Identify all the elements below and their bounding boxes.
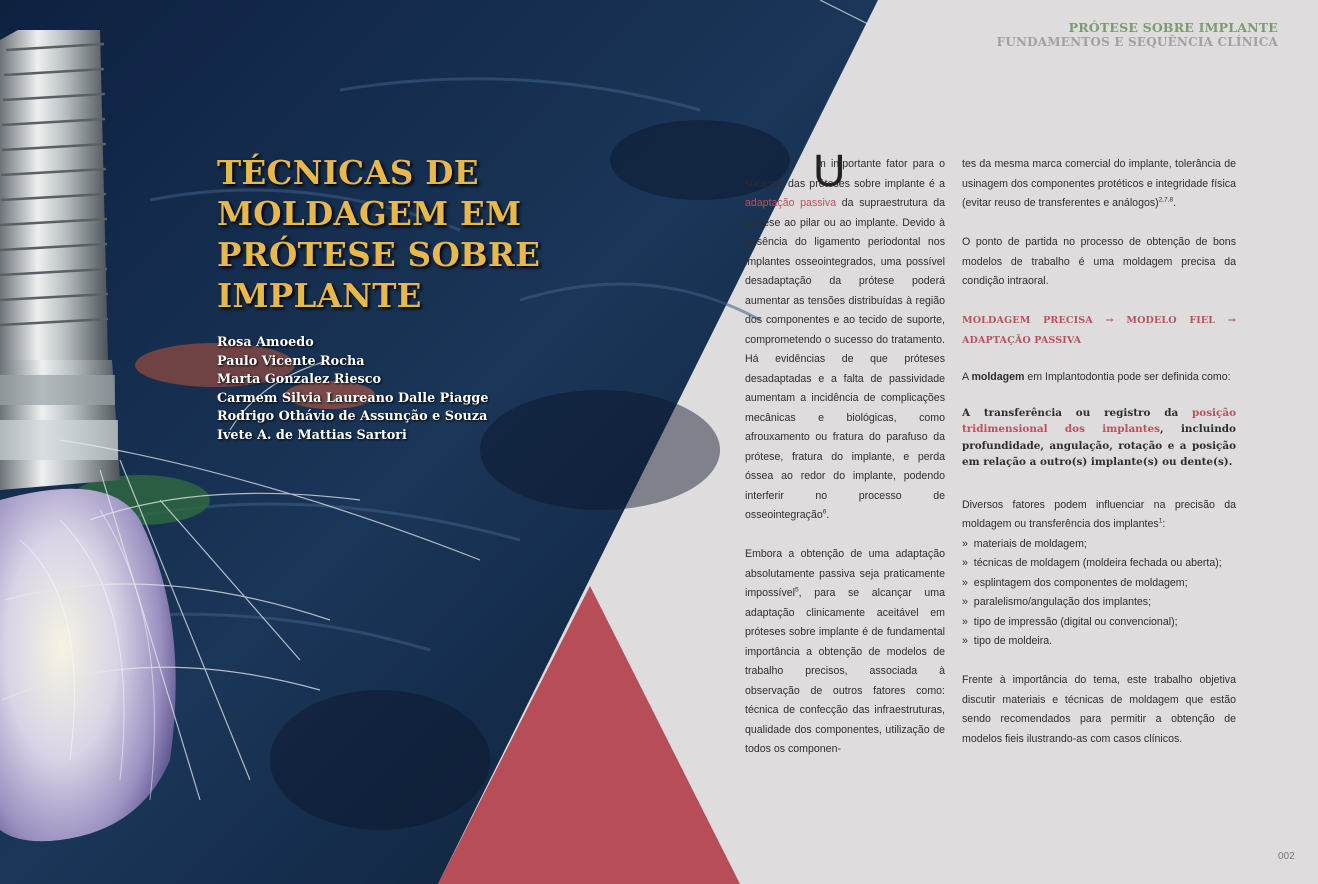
text-column-1 bbox=[745, 155, 945, 760]
text-run: paralelismo/angulação dos implantes; bbox=[973, 596, 1152, 608]
list-item bbox=[962, 632, 1236, 652]
text-run: da supraestrutura da prótese ao pilar ou ao implante. Devido à ausência do ligamento periodontal nos implantes osseointegrados, uma possível desadaptação da prótese poderá aumentar as tensões distribuídas à região dos componentes e ao tecido de suporte, comprometendo o sucesso do tratamento. Há evidências de que próteses desadaptadas e a falta de passividade aumentam a incidência de complicações mecânicas e biológicas, como afrouxamento ou fratura do parafuso da prótese, fratura do implante, e perda óssea ao redor do implante, podendo interferir no processo de osseointegração bbox=[745, 197, 945, 521]
text-run: A bbox=[962, 371, 972, 383]
text-run: . bbox=[1173, 197, 1177, 209]
author-name: Ivete A. de Mattias Sartori bbox=[217, 427, 407, 443]
bullet-icon: » bbox=[962, 537, 968, 550]
article-title bbox=[217, 152, 540, 316]
list-item bbox=[962, 593, 1236, 613]
author-name: Paulo Vicente Rocha bbox=[217, 353, 365, 369]
text-run: A transferência ou registro da bbox=[962, 406, 1193, 419]
bullet-icon: » bbox=[962, 576, 968, 589]
list-item bbox=[962, 535, 1236, 555]
list-item bbox=[962, 613, 1236, 633]
paragraph bbox=[745, 545, 945, 760]
highlight-term: adaptação passiva bbox=[745, 197, 837, 209]
text-run: tipo de moldeira. bbox=[973, 635, 1053, 647]
author-list bbox=[217, 334, 489, 445]
definition bbox=[962, 405, 1236, 471]
citation: 2,7,8 bbox=[1158, 196, 1174, 204]
title-line: MOLDAGEM EM bbox=[217, 194, 522, 233]
author-name: Carmem Silvia Laureano Dalle Piagge bbox=[217, 390, 489, 406]
text-run: tipo de impressão (digital ou convencional); bbox=[973, 615, 1178, 628]
paragraph bbox=[962, 368, 1236, 388]
paragraph bbox=[962, 496, 1236, 535]
citation: 5 bbox=[795, 586, 799, 594]
text-run: : bbox=[1162, 518, 1166, 530]
title-line: PRÓTESE SOBRE bbox=[217, 235, 541, 274]
citation: 1 bbox=[1158, 517, 1163, 525]
drop-cap: U bbox=[813, 145, 846, 196]
paragraph: Frente à importância do tema, este trabalho objetiva discutir materiais e técnicas de moldagem que estão sendo recomendados para permitir a obtenção de modelos fieis ilustrando-as com casos clínicos. bbox=[962, 674, 1236, 745]
running-header-title: PRÓTESE SOBRE IMPLANTE bbox=[1068, 20, 1278, 35]
list-item bbox=[962, 554, 1236, 574]
flow-statement: MOLDAGEM PRECISA → MODELO FIEL → ADAPTAÇÃO PASSIVA bbox=[962, 315, 1236, 346]
text-run: em Implantodontia pode ser definida como: bbox=[1024, 371, 1231, 383]
bullet-icon: » bbox=[962, 615, 968, 628]
text-run: . bbox=[826, 509, 830, 521]
text-run: , incluindo profundidade, angulação, rotação e a posição em relação a outro(s) implante(s) ou dente(s). bbox=[962, 423, 1236, 468]
intro-paragraph bbox=[745, 155, 945, 526]
bullet-icon: » bbox=[962, 557, 968, 569]
text-run: materiais de moldagem; bbox=[973, 537, 1087, 550]
page-number: 002 bbox=[1278, 851, 1295, 862]
dropcap-spacer bbox=[745, 166, 817, 167]
text-run: Diversos fatores podem influenciar na precisão da moldagem ou transferência dos implantes bbox=[962, 498, 1236, 530]
title-line: TÉCNICAS DE bbox=[217, 153, 479, 192]
title-line: IMPLANTE bbox=[217, 276, 422, 315]
text-run: m importante fator para o sucesso das próteses sobre implante é a bbox=[745, 158, 945, 190]
text-run: tes da mesma marca comercial do implante, tolerância de usinagem dos componentes protéticos e integridade física (evitar reuso de transferentes e análogos) bbox=[962, 158, 1236, 209]
citation: 6 bbox=[822, 508, 827, 516]
factor-list bbox=[962, 535, 1236, 652]
list-item bbox=[962, 574, 1236, 594]
text-column-2 bbox=[962, 155, 1236, 749]
text-run: técnicas de moldagem (moldeira fechada ou aberta); bbox=[973, 557, 1222, 569]
author-name: Rodrigo Othávio de Assunção e Souza bbox=[217, 409, 488, 424]
text-run: , para se alcançar uma adaptação clinicamente aceitável em próteses sobre implante é de fundamental importância a obtenção de modelos de trabalho precisos, associada à observação de outros fatores como: técnica de confecção das infraestruturas, qualidade dos componentes, utilização de todos os componen- bbox=[745, 587, 945, 755]
author-name: Rosa Amoedo bbox=[217, 335, 314, 350]
text-run: Embora a obtenção de uma adaptação absolutamente passiva seja praticamente impossível bbox=[745, 548, 945, 599]
text-run: esplintagem dos componentes de moldagem; bbox=[973, 576, 1188, 589]
paragraph bbox=[962, 155, 1236, 214]
bullet-icon: » bbox=[962, 635, 968, 647]
bold-term: moldagem bbox=[971, 371, 1025, 383]
bullet-icon: » bbox=[962, 596, 968, 608]
highlight-term: posição tridimensional dos implantes bbox=[962, 406, 1236, 435]
paragraph: O ponto de partida no processo de obtenção de bons modelos de trabalho é uma moldagem precisa da condição intraoral. bbox=[962, 236, 1236, 287]
author-name: Marta Gonzalez Riesco bbox=[217, 372, 382, 387]
running-header-subtitle: FUNDAMENTOS E SEQUÊNCIA CLÍNICA bbox=[996, 35, 1278, 49]
